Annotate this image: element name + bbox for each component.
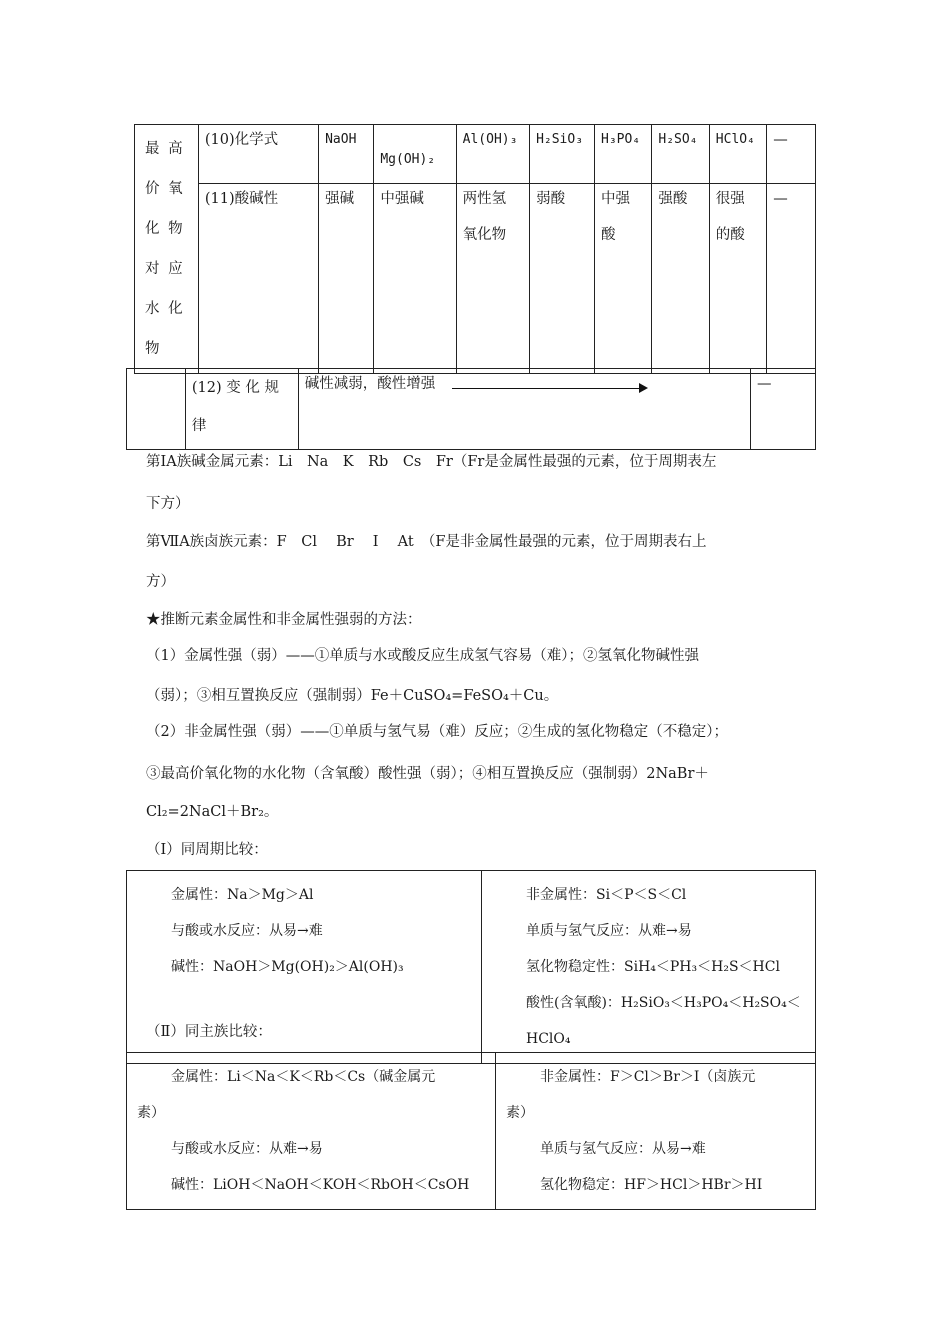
trend-arrow-icon [452, 388, 640, 389]
method-title: ★推断元素金属性和非金属性强弱的方法： [146, 612, 422, 628]
group-metal-cell [127, 1053, 496, 1210]
period-nonmetal-line: 非金属性：Si＜P＜S＜Cl [526, 887, 687, 903]
formula-cell: HClO₄ [709, 125, 766, 184]
group-nonmetal-line: 单质与氢气反应：从易→难 [540, 1141, 706, 1157]
trend-last-cell: — [751, 369, 816, 450]
period-metal-line: 与酸或水反应：从易→难 [171, 923, 323, 939]
group-metal-line: 金属性：Li＜Na＜K＜Rb＜Cs（碱金属元 [171, 1069, 436, 1085]
formula-cell: H₂SiO₃ [530, 125, 595, 184]
period-nonmetal-line: 酸性(含氧酸)：H₂SiO₃＜H₃PO₄＜H₂SO₄＜HClO₄ [526, 995, 801, 1047]
period-metal-line: 碱性：NaOH＞Mg(OH)₂＞Al(OH)₃ [171, 959, 404, 975]
group-nonmetal-cell [496, 1053, 816, 1210]
row-header-cell [135, 125, 199, 374]
acidity-cell: 两性氢 氧化物 [456, 184, 529, 374]
acidity-label: (11)酸碱性 [198, 184, 318, 374]
group-metal-line: 素） [137, 1105, 165, 1121]
period-nonmetal-line: 单质与氢气反应：从难→易 [526, 923, 692, 939]
formula-cell: — [767, 125, 816, 184]
row-header-line: 化 物 [145, 221, 185, 237]
group7-line: 第ⅦA族卤族元素：F Cl Br I At （F是非金属性最强的元素，位于周期表右上 [146, 534, 707, 550]
period-nonmetal-cell [482, 871, 816, 1064]
group-compare-box [126, 1052, 816, 1210]
group-nonmetal-line: 非金属性：F＞Cl＞Br＞I（卤族元 [540, 1069, 756, 1085]
row-header-line: 对 应 [145, 261, 185, 277]
trend-label: (12) 变 化 规 律 [185, 369, 298, 450]
trend-cell: 碱性减弱，酸性增强 [298, 369, 750, 450]
formula-cell: H₂SO₄ [652, 125, 709, 184]
group1-line-cont: 下方） [146, 496, 190, 512]
row-header-line: 价 氧 [145, 181, 185, 197]
formula-cell: H₃PO₄ [595, 125, 652, 184]
method1-line-cont: （弱）；③相互置换反应（强制弱）Fe＋CuSO₄=FeSO₄＋Cu。 [146, 688, 559, 704]
acidity-cell: 强酸 [652, 184, 709, 374]
acidity-cell: 弱酸 [530, 184, 595, 374]
row-header-line: 水 化 [145, 301, 185, 317]
trend-empty-cell [127, 369, 186, 450]
acidity-cell: — [767, 184, 816, 374]
period-metal-line: 金属性：Na＞Mg＞Al [171, 887, 314, 903]
group7-line-cont: 方） [146, 574, 175, 590]
formula-cell: Al(OH)₃ [456, 125, 529, 184]
group1-line: 第ⅠA族碱金属元素：Li Na K Rb Cs Fr（Fr是金属性最强的元素，位于周期表左 [146, 454, 717, 470]
trend-table [126, 368, 816, 450]
acidity-cell: 很强 的酸 [709, 184, 766, 374]
formula-cell: Mg(OH)₂ [374, 125, 456, 184]
method1-line: （1）金属性强（弱）——①单质与水或酸反应生成氢气容易（难）；②氢氧化物碱性强 [146, 648, 699, 664]
acidity-cell: 强碱 [319, 184, 374, 374]
oxide-hydrate-table [134, 124, 816, 374]
group-nonmetal-line: 素） [506, 1105, 534, 1121]
group-metal-line: 碱性：LiOH＜NaOH＜KOH＜RbOH＜CsOH [171, 1177, 470, 1193]
method2-line-cont2: Cl₂=2NaCl＋Br₂。 [146, 804, 279, 820]
group-nonmetal-line: 氢化物稳定：HF＞HCl＞HBr＞HI [540, 1177, 763, 1193]
method2-line-cont: ③最高价氧化物的水化物（含氧酸）酸性强（弱）；④相互置换反应（强制弱）2NaBr＋ [146, 766, 709, 782]
group-metal-line: 与酸或水反应：从难→易 [171, 1141, 323, 1157]
row-header-line: 物 [145, 341, 162, 357]
period-nonmetal-line: 氢化物稳定性：SiH₄＜PH₃＜H₂S＜HCl [526, 959, 780, 975]
formula-label: (10)化学式 [198, 125, 318, 184]
method2-line: （2）非金属性强（弱）——①单质与氢气易（难）反应；②生成的氢化物稳定（不稳定）； [146, 724, 728, 740]
formula-cell: NaOH [319, 125, 374, 184]
acidity-cell: 中强 酸 [595, 184, 652, 374]
group-title: （Ⅱ）同主族比较： [146, 1024, 272, 1040]
period-title: （Ⅰ）同周期比较： [146, 842, 268, 858]
row-header-line: 最 高 [145, 141, 185, 157]
acidity-cell: 中强碱 [374, 184, 456, 374]
